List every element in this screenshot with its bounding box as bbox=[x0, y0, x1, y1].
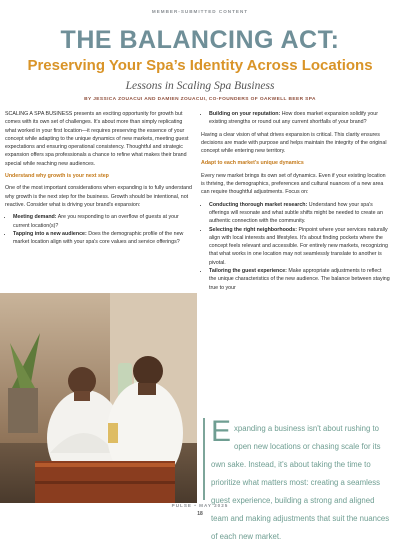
list-item bbox=[13, 213, 192, 230]
left-column bbox=[5, 110, 192, 250]
bullet-list bbox=[201, 201, 390, 292]
bullet-lead: Conducting thorough market research: bbox=[209, 201, 308, 208]
article-byline: BY JESSICA ZOUACUI AND DAMIEN ZOUACUI, CO-FOUNDERS OF OAKWELL BEER SPA bbox=[84, 97, 316, 102]
list-item bbox=[209, 226, 390, 267]
bullet-text: Pinpoint where your services naturally align with local interests and lifestyles. It's about finding pockets where the concept feels relevant and accessible. For entirely new markets, recognizing that what works in one location may not seamlessly translate to another is pivotal. bbox=[209, 226, 389, 266]
bullet-text: Make appropriate adjustments to reflect the unique characteristics of the new audience. The balance between staying true to your bbox=[209, 268, 390, 291]
page-number: 18 bbox=[197, 511, 203, 517]
section-heading: Adapt to each market's unique dynamics bbox=[201, 160, 304, 167]
bullet-lead: Selecting the right neighborhoods: bbox=[209, 226, 297, 233]
spa-photo bbox=[0, 293, 197, 503]
article-series: Lessons in Scaling Spa Business bbox=[125, 80, 275, 92]
article-title: THE BALANCING ACT: bbox=[60, 26, 340, 54]
bullet-lead: Tapping into a new audience: bbox=[13, 230, 87, 237]
bullet-lead: Tailoring the guest experience: bbox=[209, 268, 287, 275]
right-column bbox=[201, 110, 390, 296]
pull-quote-text: xpanding a business isn't about rushing to open new locations or chasing scale for its own sake. Instead, it's about taking the time to prioritize what matters most: creating a seamless guest experience, building a strong and aligned team and making adjustments that suit the nuances of each new market. bbox=[211, 424, 390, 541]
glass-icon bbox=[108, 423, 118, 443]
body-paragraph: Having a clear vision of what drives expansion is critical. This clarity ensures decisions are made with purpose and helps maintain the integrity of the original concept while entering new territory. bbox=[201, 131, 387, 155]
section-body: Every new market brings its own set of dynamics. Even if your existing location is thriving, the demographics, preferences and cultural nuances of a new area can require thoughtful adjustments. Focus on: bbox=[201, 172, 386, 196]
section-heading: Understand why growth is your next step bbox=[5, 173, 109, 180]
footer-issue: PULSE • MAY 2025 bbox=[171, 503, 229, 508]
pull-quote bbox=[203, 415, 391, 541]
bullet-text: Are you responding to an overflow of guests at your current location(s)? bbox=[13, 214, 179, 229]
section-body: One of the most important considerations when expanding is to fully understand why growth is the next step for the business. Growth should be intentional, not reactive. Consider what is driving your brand's expansion: bbox=[5, 185, 192, 208]
bullet-lead: Meeting demand: bbox=[13, 214, 57, 221]
spa-illustration bbox=[0, 293, 197, 503]
list-item bbox=[209, 201, 390, 226]
list-item bbox=[209, 267, 390, 292]
header-kicker-bar bbox=[0, 0, 400, 14]
intro-paragraph: SCALING A SPA BUSINESS presents an exciting opportunity for growth but comes with its own set of challenges. It's about more than simply replicating what worked in your first location—it requires preserving the essence of your concept while adapting to the unique dynamics of new markets, meeting guest expectations and ensuring operational consistency. Thoughtful and strategic expansion offers spa professionals a chance to refine what makes their brand special while reaching new audiences. bbox=[5, 111, 189, 167]
list-item bbox=[13, 230, 192, 247]
drop-cap: E bbox=[211, 415, 232, 448]
tub-icon bbox=[35, 461, 175, 503]
list-item bbox=[209, 110, 390, 127]
bullet-text: Understand how your spa's offerings will resonate and what subtle shifts might be needed to create an authentic connection with the community. bbox=[209, 201, 383, 225]
bullet-text: How does market expansion solidify your existing strengths or round out any current shortfalls of your brand? bbox=[209, 111, 378, 126]
bullet-list bbox=[201, 110, 390, 127]
article-subtitle: Preserving Your Spa’s Identity Across Locations bbox=[27, 57, 373, 74]
bullet-list bbox=[5, 213, 192, 246]
bullet-text: Does the demographic profile of the new market location align with your spa's core values and service offerings? bbox=[13, 230, 184, 246]
header-kicker: MEMBER-SUBMITTED CONTENT bbox=[151, 9, 249, 14]
bullet-lead: Building on your reputation: bbox=[209, 111, 281, 117]
